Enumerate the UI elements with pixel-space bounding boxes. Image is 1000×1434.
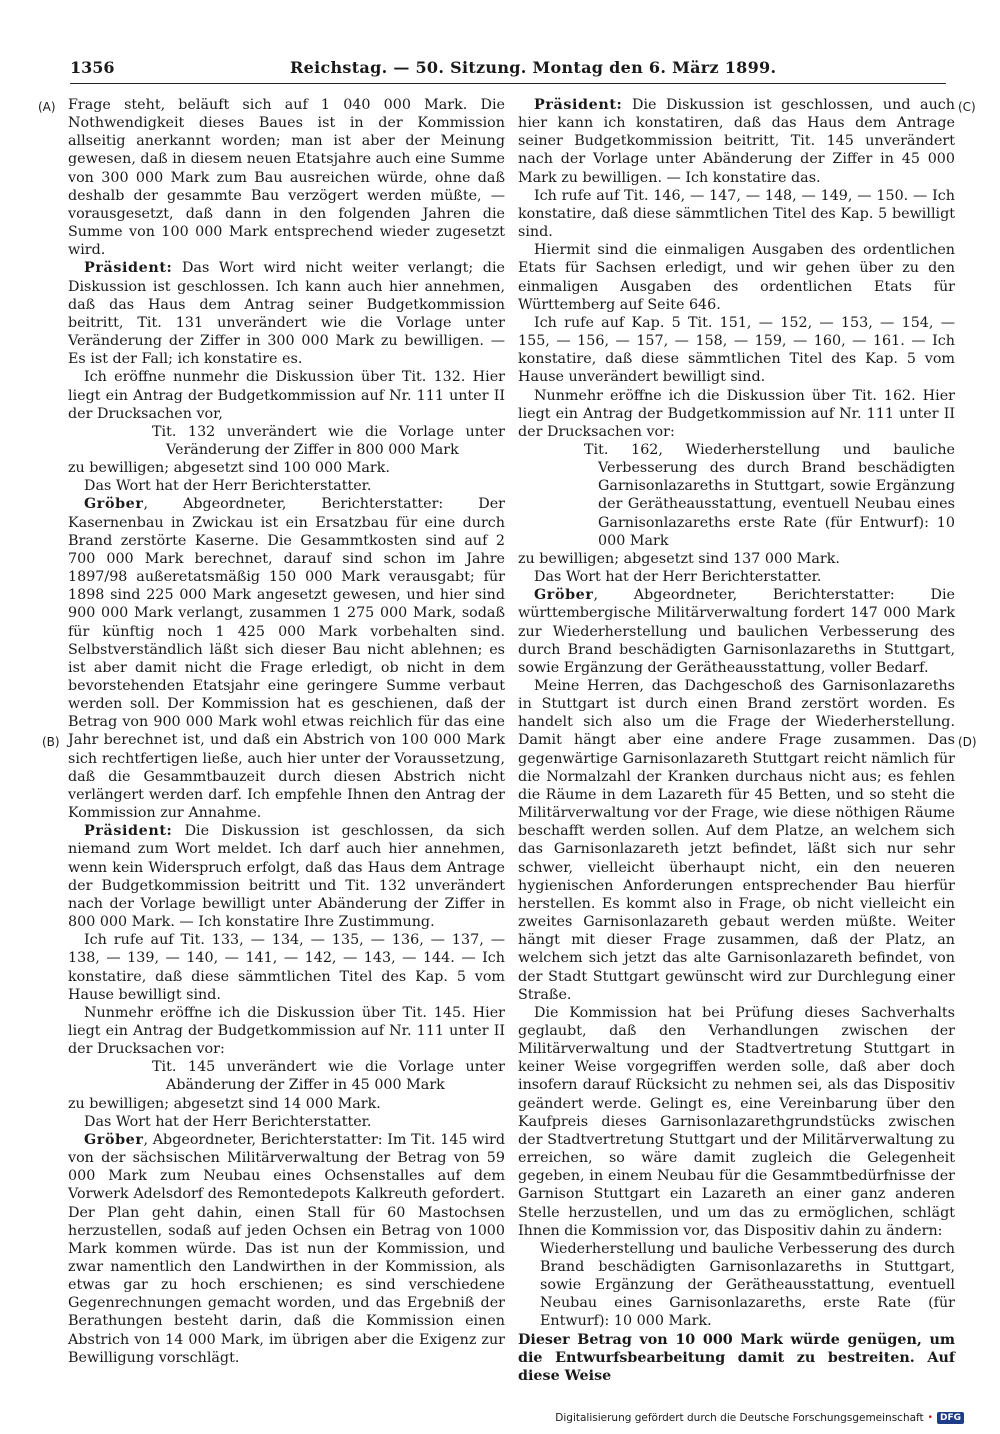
- paragraph: Gröber, Abgeordneter, Berichterstatter: Die württembergische Militärverwaltung fordert 147 000 Mark zur Wiederherstellung und baulichen Verbesserung des durch Brand beschädigten Garnisonlazareths in Stuttgart, sowie Ergänzung der Gerätheausstattung, voller Bedarf.: [518, 587, 955, 676]
- speaker-name: Gröber: [84, 1131, 144, 1148]
- left-column: [68, 96, 505, 1367]
- paragraph: Ich rufe auf Kap. 5 Tit. 151, — 152, — 153, — 154, — 155, — 156, — 157, — 158, — 159, — 160, — 161. — Ich konstatire, daß diese sämmtlichen Titel des Kap. 5 vom Hause unverändert bewilligt sind.: [518, 314, 955, 386]
- paragraph: zu bewilligen; abgesetzt sind 14 000 Mark.: [68, 1095, 381, 1112]
- paragraph: Nunmehr eröffne ich die Diskussion über Tit. 162. Hier liegt ein Antrag der Budgetkommission auf Nr. 111 unter II der Drucksachen vor:: [518, 387, 955, 440]
- paragraph: Dieser Betrag von 10 000 Mark würde genügen, um die Entwurfsbearbeitung damit zu bestreiten. Auf diese Weise: [518, 1331, 955, 1384]
- paragraph: Das Wort hat der Herr Berichterstatter.: [84, 478, 372, 495]
- running-title: Reichstag. — 50. Sitzung. Montag den 6. März 1899.: [290, 58, 777, 77]
- speaker-name: Präsident:: [84, 823, 173, 840]
- speaker-name: Gröber: [84, 496, 144, 513]
- margin-mark-d: (D): [958, 735, 977, 749]
- right-column: [518, 96, 955, 1385]
- paragraph: Meine Herren, das Dachgeschoß des Garnisonlazareths in Stuttgart ist durch einen Brand zerstört worden. Es handelt sich also um die Frage der Wiederherstellung. Damit hängt aber eine andere Frage zusammen. Das gegenwärtige Garnisonlazareth Stuttgart reicht nämlich für die Normalzahl der Kranken durchaus nicht aus; es fehlen die Räume in dem Lazareth für 45 Betten, und so steht die Militärverwaltung vor der Frage, wie diese nöthigen Räume beschafft werden sollen. Auf dem Platze, an welchem sich das Garnisonlazareth jetzt befindet, läßt sich nur sehr schwer, vielleicht überhaupt nicht, ein den neueren hygienischen Anforderungen entsprechender Bau hierfür herstellen. Es kommt also in Frage, ob nicht vielleicht ein zweites Garnisonlazareth gebaut werden müßte. Weiter hängt mit dieser Frage zusammen, daß der Platz, an welchem sich jetzt das alte Garnisonlazareth befindet, von der Stadt Stuttgart gewünscht wird zur Durchlegung einer Straße.: [518, 678, 955, 1003]
- paragraph: Ich rufe auf Tit. 133, — 134, — 135, — 136, — 137, — 138, — 139, — 140, — 141, — 142, — 143, — 144. — Ich konstatire, daß diese sämmtlichen Titel des Kap. 5 vom Hause bewilligt sind.: [68, 932, 505, 1003]
- paragraph: zu bewilligen; abgesetzt sind 100 000 Mark.: [68, 460, 390, 477]
- paragraph: Die Kommission hat bei Prüfung dieses Sachverhalts geglaubt, daß den Verhandlungen zwischen der Militärverwaltung und der Stadtvertretung Stuttgart in keiner Weise vorgegriffen werden solle, daß aber doch insofern darauf Rücksicht zu nehmen sei, als das Dispositiv geändert werde. Gelingt es, eine Vereinbarung über den Kaufpreis dieses Garnisonlazarethgrundstücks zwischen der Stadtvertretung Stuttgart und der Militärverwaltung zu erreichen, so wäre damit zugleich die Gelegenheit gegeben, in einem Neubau für die Gesammtbedürfnisse der Garnison Stuttgart ein Lazareth an einer ganz anderen Stelle herzustellen, und um das zu ermöglichen, schlägt Ihnen die Kommission vor, das Dispositiv dahin zu ändern:: [518, 1004, 955, 1239]
- page-footer: [555, 1412, 964, 1424]
- speaker-name: Gröber: [534, 587, 594, 604]
- speaker-name: Präsident:: [84, 260, 173, 277]
- margin-mark-b: (B): [42, 735, 60, 749]
- speaker-name: Präsident:: [534, 97, 623, 113]
- paragraph: Präsident: Die Diskussion ist geschlossen, da sich niemand zum Wort meldet. Ich darf auch hier annehmen, wenn kein Widerspruch erfolgt, daß das Haus dem Antrage der Budgetkommission beitritt und Tit. 132 unverändert nach der Vorlage bewilligt unter Abänderung der Ziffer in 800 000 Mark. — Ich konstatire Ihre Zustimmung.: [68, 823, 505, 931]
- paragraph: zu bewilligen; abgesetzt sind 137 000 Mark.: [518, 550, 840, 567]
- page-number: 1356: [70, 58, 115, 77]
- paragraph: Nunmehr eröffne ich die Diskussion über Tit. 145. Hier liegt ein Antrag der Budgetkommission auf Nr. 111 unter II der Drucksachen vor:: [68, 1004, 505, 1058]
- separator-icon: •: [927, 1413, 933, 1423]
- paragraph: Präsident: Das Wort wird nicht weiter verlangt; die Diskussion ist geschlossen. Ich kann auch hier annehmen, daß das Haus dem Antrag seiner Budgetkommission beitritt, Tit. 131 unverändert wie die Vorlage unter Veränderung der Ziffer in 300 000 Mark zu bewilligen. — Es ist der Fall; ich konstatire es.: [68, 260, 505, 368]
- paragraph: Hiermit sind die einmaligen Ausgaben des ordentlichen Etats für Sachsen erledigt, und wir gehen über zu den einmaligen Ausgaben des ordentlichen Etats für Württemberg auf Seite 646.: [518, 242, 955, 313]
- paragraph: Frage steht, beläuft sich auf 1 040 000 Mark. Die Nothwendigkeit dieses Baues ist in der Kommission allseitig anerkannt worden; man ist aber der Meinung gewesen, daß in diesem neuen Etatsjahre auch eine Summe von 300 000 Mark zum Bau ausreichen würde, ohne daß deshalb der gesammte Bau verzögert werden müßte, — vorausgesetzt, daß dann in den folgenden Jahren die Summe von 100 000 Mark entsprechend wieder zugesetzt wird.: [68, 97, 505, 259]
- paragraph: Gröber, Abgeordneter, Berichterstatter: Der Kasernenbau in Zwickau ist ein Ersatzbau für eine durch Brand zerstörte Kaserne. Die Gesammtkosten sind auf 2 700 000 Mark berechnet, darauf sind schon im Jahre 1897/98 außeretatsmäßig 150 000 Mark verausgabt; für 1898 sind 225 000 Mark angesetzt gewesen, und hier sind 900 000 Mark verlangt, zusammen 1 275 000 Mark, sodaß für künftig noch 1 425 000 Mark vorbehalten sind. Selbstverständlich läßt sich dieser Bau nicht ablehnen; es ist aber damit nicht die Frage erledigt, ob nicht in dem bevorstehenden Etatsjahr eine geringere Summe verbaut werden soll. Der Kommission hat es geschienen, daß der Betrag von 900 000 Mark wohl etwas reichlich für das eine Jahr berechnet ist, und daß ein Abstrich von 100 000 Mark sich rechtfertigen ließe, auch hier unter der Voraussetzung, daß die Gesammtbauzeit durch diesen Abstrich nicht verlängert werden darf. Ich empfehle Ihnen den Antrag der Kommission zur Annahme.: [68, 496, 505, 822]
- paragraph: Gröber, Abgeordneter, Berichterstatter: Im Tit. 145 wird von der sächsischen Militärverwaltung der Betrag von 59 000 Mark zum Neubau eines Ochsenstalles auf dem Vorwerk Adelsdorf des Remontedepots Kalkreuth gefordert. Der Plan geht dahin, einen Stall für 60 Mastochsen herzustellen, sodaß auf jeden Ochsen ein Betrag von 1000 Mark kommen würde. Das ist nun der Kommission, und zwar namentlich den Landwirthen in der Kommission, als etwas gar zu hoch erschienen; es sind verschiedene Gegenrechnungen gemacht worden, und das Ergebniß der Berathungen besteht darin, daß die Kommission einen Abstrich von 14 000 Mark, im übrigen aber die Exigenz zur Bewilligung vorschlägt.: [68, 1131, 505, 1366]
- motion-text: Tit. 162, Wiederherstellung und bauliche Verbesserung des durch Brand beschädigten Garnisonlazareths in Stuttgart, sowie Ergänzung der Gerätheausstattung, eventuell Neubau eines Garnisonlazareths erste Rate (für Entwurf): 10 000 Mark: [584, 441, 955, 549]
- page-header: [70, 58, 946, 84]
- margin-mark-c: (C): [958, 100, 976, 114]
- motion-text: Wiederherstellung und bauliche Verbesserung des durch Brand beschädigten Garnisonlazareths in Stuttgart, sowie Ergänzung der Gerätheausstattung, eventuell Neubau eines Garnisonlazareths, erste Rate (für Entwurf): 10 000 Mark.: [540, 1240, 955, 1330]
- paragraph: Das Wort hat der Herr Berichterstatter.: [84, 1113, 372, 1130]
- paragraph: Präsident: Die Diskussion ist geschlossen, und auch hier kann ich konstatiren, daß das Haus dem Antrage seiner Budgetkommission beitritt, Tit. 145 unverändert nach der Vorlage unter Abänderung der Ziffer in 45 000 Mark zu bewilligen. — Ich konstatire das.: [518, 97, 955, 186]
- dfg-logo-icon: DFG: [937, 1412, 964, 1424]
- footer-text: Digitalisierung gefördert durch die Deutsche Forschungsgemeinschaft: [555, 1412, 924, 1424]
- motion-text: Tit. 145 unverändert wie die Vorlage unter Abänderung der Ziffer in 45 000 Mark: [152, 1059, 505, 1094]
- paragraph: Das Wort hat der Herr Berichterstatter.: [534, 569, 822, 586]
- motion-text: Tit. 132 unverändert wie die Vorlage unter Veränderung der Ziffer in 800 000 Mark: [152, 423, 505, 458]
- paragraph: Ich rufe auf Tit. 146, — 147, — 148, — 149, — 150. — Ich konstatire, daß diese sämmtlichen Titel des Kap. 5 bewilligt sind.: [518, 187, 955, 241]
- margin-mark-a: (A): [38, 100, 56, 114]
- paragraph: Ich eröffne nunmehr die Diskussion über Tit. 132. Hier liegt ein Antrag der Budgetkommission auf Nr. 111 unter II der Drucksachen vor,: [68, 369, 505, 422]
